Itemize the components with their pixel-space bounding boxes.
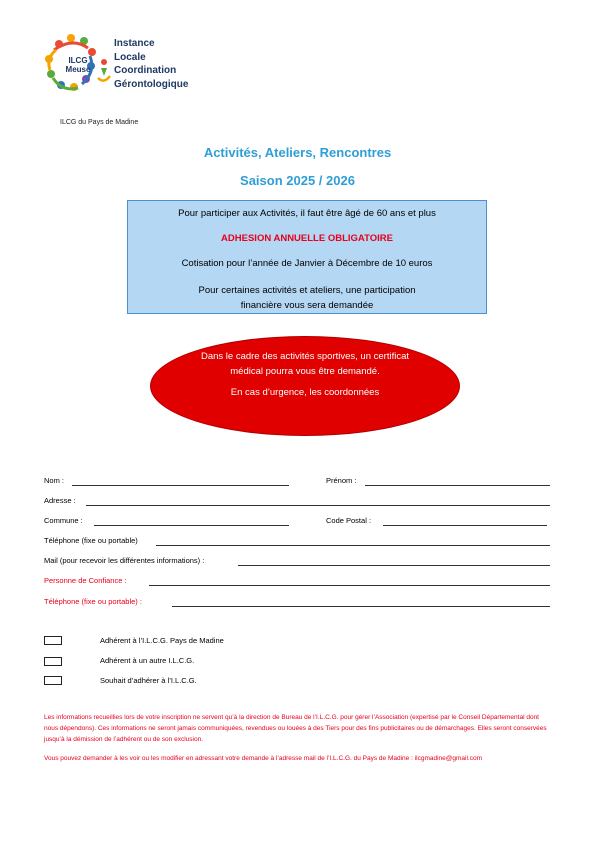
adresse-field[interactable] [86,505,550,506]
code-postal-field[interactable] [383,525,547,526]
prenom-field[interactable] [365,485,550,486]
checkbox-adherent-autre-label: Adhérent à un autre I.L.C.G. [100,656,195,665]
checkbox-adherent-madine-label: Adhérent à l’I.L.C.G. Pays de Madine [100,636,224,645]
medical-certificate-text: Dans le cadre des activités sportives, un certificat médical pourra vous être demandé. [200,351,410,377]
logo-word-locale: Locale [114,51,146,63]
personne-confiance-label: Personne de Confiance : [44,576,127,585]
mail-label: Mail (pour recevoir les différentes informations) : [44,556,205,565]
checkbox-souhait-adherer[interactable] [44,676,62,685]
privacy-notice: Les informations recueillies lors de votre inscription ne servent qu’à la direction de Bureau de l’I.L.C.G. pour gérer l’Association (expertisé par le Conseil Départemental dont nous dépendons). Ces informations ne seront jamais communiquées, revendues ou louées à des Tiers pour des fins publicitaires ou de démarchages. Elles seront conservées jusqu’à la démission de l’adhérent ou de son exclusion. [44,714,547,743]
emergency-text: En cas d’urgence, les coordonnées [230,387,380,398]
age-requirement-text: Pour participer aux Activités, il faut être âgé de 60 ans et plus [178,208,436,219]
code-postal-label: Code Postal : [326,516,372,525]
telephone-field[interactable] [156,545,550,546]
adresse-label: Adresse : [44,496,76,505]
checkbox-souhait-adherer-label: Souhait d’adhérer à l’I.L.C.G. [100,676,197,685]
contact-notice: Vous pouvez demander à les voir ou les modifier en adressant votre demande à l’adresse mail de l’I.L.C.G. du Pays de Madine : ilcgmadine@gmail.com [44,755,482,762]
commune-field[interactable] [94,525,289,526]
nom-label: Nom : [44,476,65,485]
season-title: Saison 2025 / 2026 [240,173,355,188]
medical-notice-text [150,349,460,400]
fee-text: Cotisation pour l’année de Janvier à Décembre de 10 euros [181,258,433,269]
info-box [127,200,487,314]
logo-word-instance: Instance [114,38,155,49]
logo-word-gerontologique: Gérontologique [114,78,189,90]
checkbox-adherent-madine[interactable] [44,636,62,645]
org-name: ILCG du Pays de Madine [60,119,139,126]
logo-word-coordination: Coordination [114,65,177,76]
mail-field[interactable] [238,565,550,566]
logo-wordmark [114,37,188,91]
page-title: Activités, Ateliers, Rencontres [203,145,392,160]
nom-field[interactable] [72,485,289,486]
telephone-confiance-label: Téléphone (fixe ou portable) : [44,597,142,606]
membership-required-text: ADHESION ANNUELLE OBLIGATOIRE [221,233,393,244]
checkbox-adherent-autre[interactable] [44,657,62,666]
prenom-label: Prénom : [326,476,357,485]
telephone-label: Téléphone (fixe ou portable) [44,536,138,545]
telephone-confiance-field[interactable] [172,606,550,607]
participation-text: Pour certaines activités et ateliers, une participation financière vous sera demandée [198,285,416,311]
commune-label: Commune : [44,516,83,525]
logo-mark-text: ILCG Meuse [65,56,91,74]
personne-confiance-field[interactable] [149,585,550,586]
